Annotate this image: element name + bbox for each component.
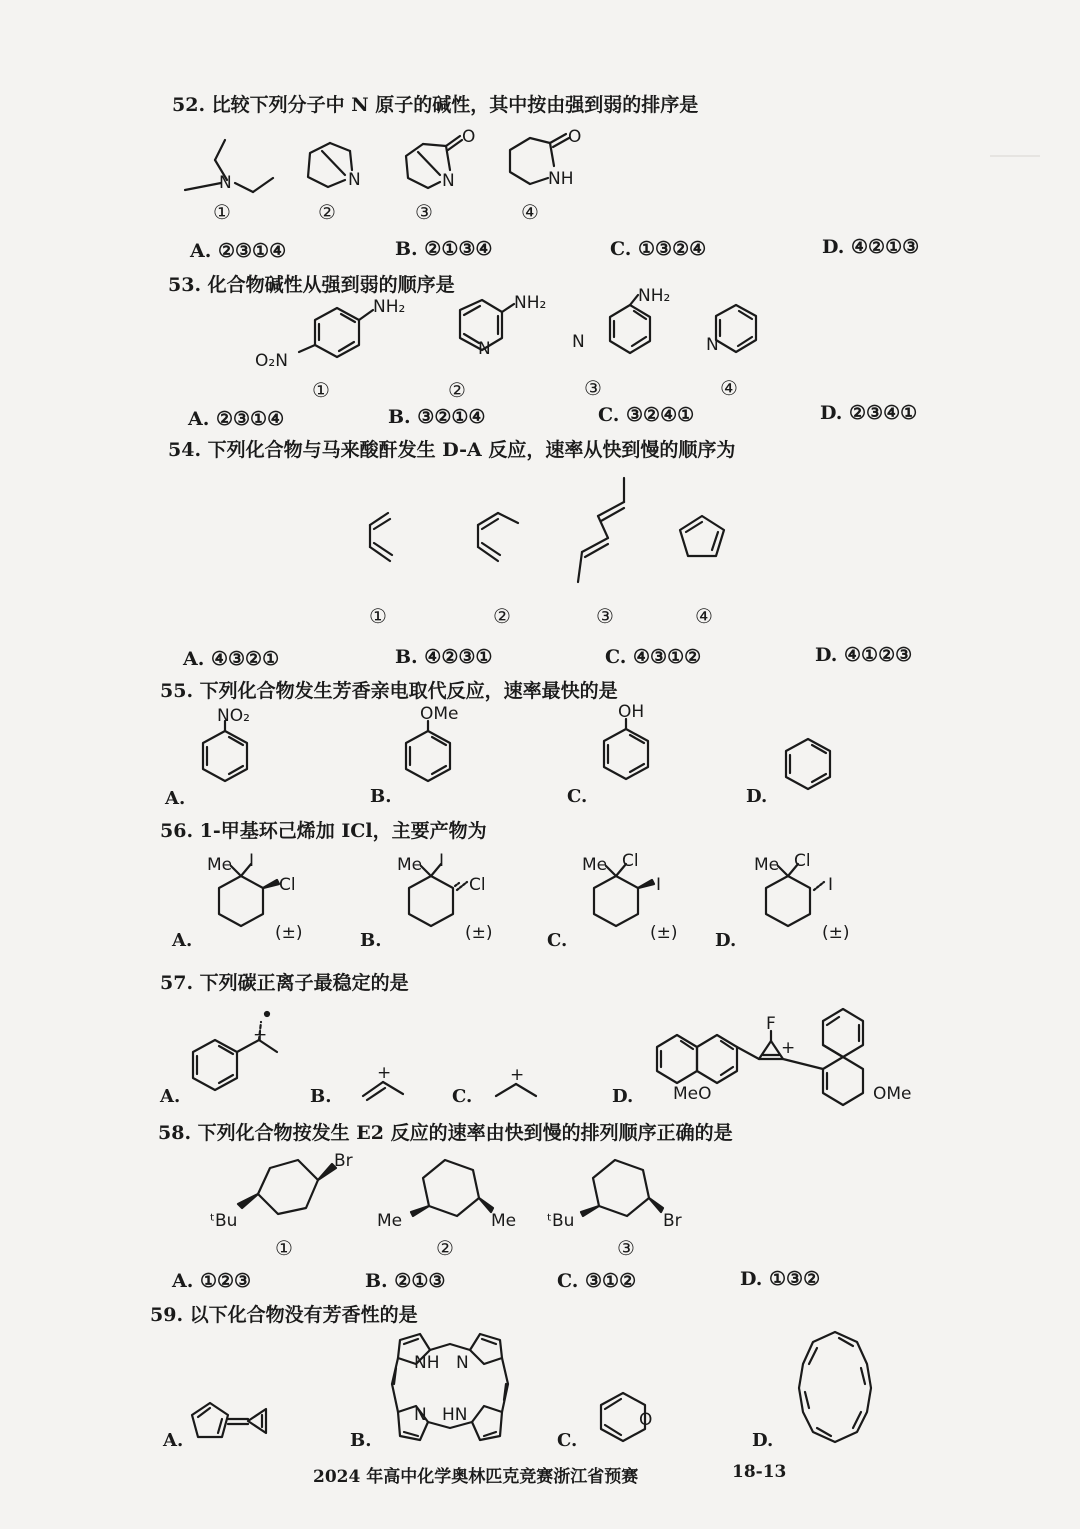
q55-mol-b-anisole xyxy=(398,705,478,800)
svg-text:NO₂: NO₂ xyxy=(217,706,250,726)
q53-option-d: D. ②③④① xyxy=(820,402,918,424)
q55-letter-d: D. xyxy=(746,786,768,807)
q54-option-c: C. ④③①② xyxy=(605,646,702,668)
q52-option-c: C. ①③②④ xyxy=(610,238,707,260)
q56-mol-d xyxy=(752,852,862,947)
svg-text:OMe: OMe xyxy=(420,704,459,724)
svg-text:N: N xyxy=(442,171,455,191)
q53-option-a: A. ②③①④ xyxy=(188,408,285,430)
svg-text:ᵗBu: ᵗBu xyxy=(547,1211,575,1231)
svg-text:(±): (±) xyxy=(465,923,493,943)
svg-text:HN: HN xyxy=(442,1405,468,1425)
svg-text:Br: Br xyxy=(663,1211,682,1231)
q53-text: 53. 化合物碱性从强到弱的顺序是 xyxy=(168,274,455,296)
q53-mol-1-p-nitroaniline xyxy=(255,290,415,380)
q59-mol-b-porphyrin xyxy=(380,1328,520,1453)
q52-mol-1-triethylamine xyxy=(175,130,285,200)
scan-smudge xyxy=(990,155,1040,157)
svg-text:NH₂: NH₂ xyxy=(638,286,671,306)
q57-text: 57. 下列碳正离子最稳定的是 xyxy=(160,972,409,994)
svg-text:NH: NH xyxy=(414,1353,440,1373)
q53-mol-4-pyridine xyxy=(700,300,770,360)
svg-text:Me: Me xyxy=(377,1211,403,1231)
svg-text:NH: NH xyxy=(548,169,574,189)
q58-mol-3 xyxy=(545,1150,695,1235)
svg-text:O: O xyxy=(568,127,582,147)
q55-text: 55. 下列化合物发生芳香亲电取代反应，速率最快的是 xyxy=(160,680,618,702)
q53-label-4: ④ xyxy=(720,376,738,400)
svg-text:Me: Me xyxy=(491,1211,517,1231)
svg-text:+: + xyxy=(377,1063,392,1083)
footer-page-number: 18-13 xyxy=(732,1462,787,1482)
svg-text:+: + xyxy=(510,1065,525,1085)
q55-mol-a-nitrobenzene xyxy=(195,705,275,800)
svg-text:(±): (±) xyxy=(822,923,850,943)
q53-mol-3-4-aminopyridine xyxy=(570,285,690,365)
q52-mol-2-quinuclidine xyxy=(300,135,370,195)
q52-mol-3-bicyclic-lactam xyxy=(398,127,483,195)
q54-mol-3-diene xyxy=(568,470,648,600)
svg-text:N: N xyxy=(219,173,232,193)
q55-letter-a: A. xyxy=(165,788,186,809)
svg-text:O: O xyxy=(462,127,476,147)
q56-letter-b: B. xyxy=(360,930,382,951)
q57-mol-b-allyl-cation xyxy=(355,1062,425,1102)
q52-label-2: ② xyxy=(318,200,336,224)
svg-text:I: I xyxy=(656,875,662,895)
q52-option-b: B. ②①③④ xyxy=(395,238,493,260)
q57-mol-c-isopropyl-cation xyxy=(490,1062,550,1102)
q56-mol-a xyxy=(205,852,315,947)
svg-text:OH: OH xyxy=(618,702,645,722)
q58-label-2: ② xyxy=(436,1236,454,1260)
svg-text:I: I xyxy=(439,851,445,871)
q52-option-a: A. ②③①④ xyxy=(190,240,287,262)
q59-letter-b: B. xyxy=(350,1430,372,1451)
q59-letter-c: C. xyxy=(557,1430,578,1451)
svg-text:N: N xyxy=(456,1353,469,1373)
svg-text:+: + xyxy=(253,1025,268,1045)
q54-option-a: A. ④③②① xyxy=(183,648,280,670)
q59-mol-a-triafulvene xyxy=(188,1395,298,1450)
q58-mol-2 xyxy=(375,1150,525,1235)
q54-option-b: B. ④②③① xyxy=(395,646,493,668)
svg-text:O: O xyxy=(639,1410,653,1430)
svg-text:F: F xyxy=(766,1014,776,1034)
svg-text:N: N xyxy=(348,170,361,190)
q58-label-1: ① xyxy=(275,1236,293,1260)
q54-mol-4-cyclopentadiene xyxy=(672,510,732,565)
q52-label-3: ③ xyxy=(415,200,433,224)
svg-text:Cl: Cl xyxy=(794,851,811,871)
q55-mol-d-benzene xyxy=(776,735,846,800)
svg-text:Br: Br xyxy=(334,1151,353,1171)
q52-text: 52. 比较下列分子中 N 原子的碱性，其中按由强到弱的排序是 xyxy=(172,94,699,116)
q53-mol-2-2-aminopyridine xyxy=(430,290,550,370)
svg-text:ᵗBu: ᵗBu xyxy=(210,1211,238,1231)
q58-option-d: D. ①③② xyxy=(740,1268,821,1290)
q53-label-3: ③ xyxy=(584,376,602,400)
q56-letter-d: D. xyxy=(715,930,737,951)
q58-option-a: A. ①②③ xyxy=(172,1270,252,1292)
footer-title: 2024 年高中化学奥林匹克竞赛浙江省预赛 xyxy=(313,1467,639,1487)
q58-option-b: B. ②①③ xyxy=(365,1270,446,1292)
svg-text:OMe: OMe xyxy=(873,1084,912,1104)
q55-letter-c: C. xyxy=(567,786,588,807)
svg-text:N: N xyxy=(572,332,585,352)
q54-label-1: ① xyxy=(369,604,387,628)
svg-text:(±): (±) xyxy=(275,923,303,943)
q52-option-d: D. ④②①③ xyxy=(822,236,920,258)
q59-mol-d-annulene xyxy=(795,1328,885,1448)
svg-text:Me: Me xyxy=(754,855,780,875)
svg-text:I: I xyxy=(249,851,255,871)
q55-mol-c-phenol xyxy=(596,703,676,798)
q57-letter-c: C. xyxy=(452,1086,473,1107)
q54-label-2: ② xyxy=(493,604,511,628)
q59-letter-a: A. xyxy=(163,1430,184,1451)
svg-text:(±): (±) xyxy=(650,923,678,943)
q54-label-4: ④ xyxy=(695,604,713,628)
q56-letter-a: A. xyxy=(172,930,193,951)
q54-mol-2-diene xyxy=(468,505,528,570)
svg-text:Me: Me xyxy=(582,855,608,875)
q59-letter-d: D. xyxy=(752,1430,774,1451)
svg-text:MeO: MeO xyxy=(673,1084,712,1104)
q56-letter-c: C. xyxy=(547,930,568,951)
q53-label-2: ② xyxy=(448,378,466,402)
q54-option-d: D. ④①②③ xyxy=(815,644,913,666)
q56-mol-c xyxy=(580,852,690,947)
q59-mol-c-pyran xyxy=(595,1385,665,1450)
q54-mol-1-diene xyxy=(360,505,410,570)
q57-letter-d: D. xyxy=(612,1086,634,1107)
q57-letter-a: A. xyxy=(160,1086,181,1107)
svg-text:N: N xyxy=(706,335,719,355)
svg-text:NH₂: NH₂ xyxy=(514,293,547,313)
svg-text:Cl: Cl xyxy=(469,875,486,895)
q58-label-3: ③ xyxy=(617,1236,635,1260)
q54-text: 54. 下列化合物与马来酸酐发生 D-A 反应，速率从快到慢的顺序为 xyxy=(168,439,736,461)
q53-option-b: B. ③②①④ xyxy=(388,406,486,428)
q52-label-1: ① xyxy=(213,200,231,224)
svg-text:Me: Me xyxy=(397,855,423,875)
q53-option-c: C. ③②④① xyxy=(598,404,695,426)
q58-mol-1 xyxy=(210,1150,360,1235)
svg-text:N: N xyxy=(478,339,491,359)
q57-mol-d-cyclopropenyl-cation xyxy=(665,1015,925,1115)
q56-text: 56. 1-甲基环己烯加 ICl，主要产物为 xyxy=(160,820,487,842)
q52-mol-4-piperidinone xyxy=(500,128,590,198)
q53-label-1: ① xyxy=(312,378,330,402)
q57-mol-a-benzylic-cation xyxy=(185,1010,315,1100)
q52-label-4: ④ xyxy=(521,200,539,224)
q57-letter-b: B. xyxy=(310,1086,332,1107)
svg-text:O₂N: O₂N xyxy=(255,351,288,371)
svg-text:Me: Me xyxy=(207,855,233,875)
svg-text:N: N xyxy=(414,1405,427,1425)
q56-mol-b xyxy=(395,852,505,947)
q59-text: 59. 以下化合物没有芳香性的是 xyxy=(150,1304,418,1326)
q55-letter-b: B. xyxy=(370,786,392,807)
q54-label-3: ③ xyxy=(596,604,614,628)
svg-text:+: + xyxy=(781,1038,796,1058)
q58-text: 58. 下列化合物按发生 E2 反应的速率由快到慢的排列顺序正确的是 xyxy=(158,1122,733,1144)
q58-option-c: C. ③①② xyxy=(557,1270,637,1292)
svg-text:NH₂: NH₂ xyxy=(373,297,406,317)
svg-text:Cl: Cl xyxy=(279,875,296,895)
svg-text:I: I xyxy=(828,875,834,895)
svg-text:Cl: Cl xyxy=(622,851,639,871)
